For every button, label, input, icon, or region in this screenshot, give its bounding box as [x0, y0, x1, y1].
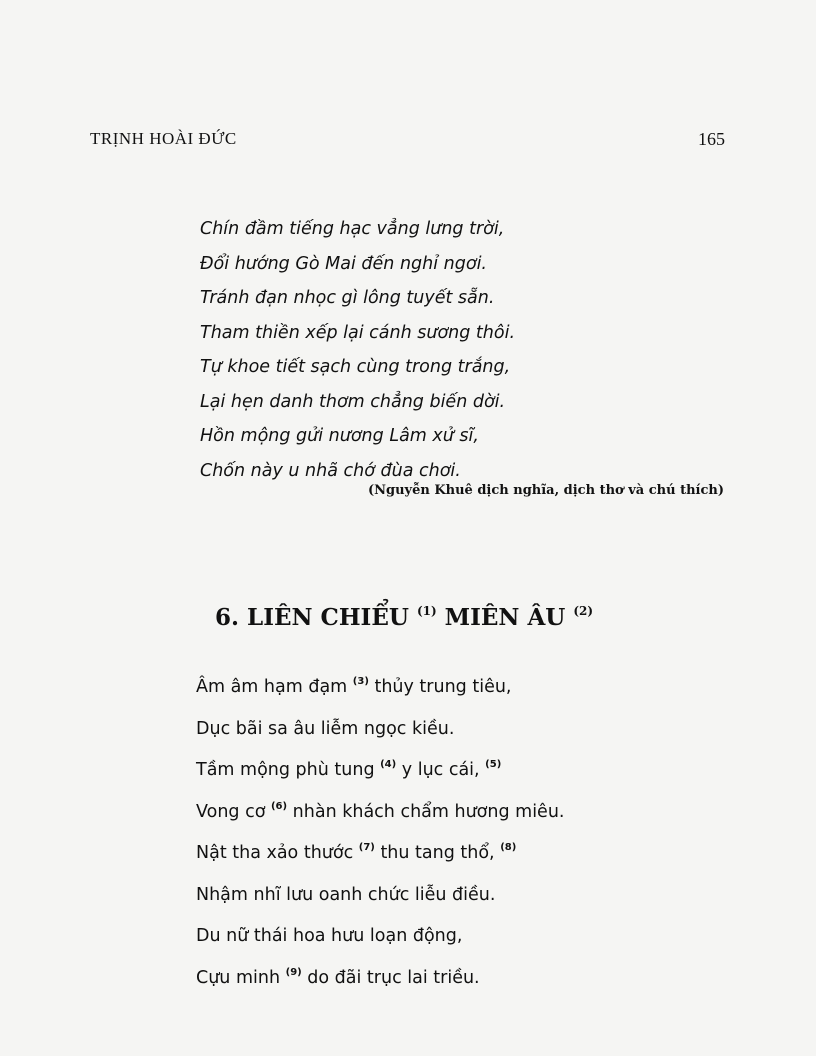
section-number: 6. — [215, 604, 240, 631]
section-title-part1: LIÊN CHIỂU — [247, 604, 409, 631]
line-text: nhàn khách chẩm hương miêu. — [287, 801, 565, 822]
page-number: 165 — [698, 129, 725, 149]
poem-line — [196, 913, 564, 955]
line-text: Cựu minh — [196, 967, 286, 988]
poem-line — [196, 789, 564, 831]
poem-original — [196, 664, 564, 996]
poem-line: Chốn này u nhã chớ đùa chơi. — [200, 460, 461, 481]
line-text: Vong cơ — [196, 801, 271, 822]
poem-line — [196, 664, 564, 706]
poem-line — [196, 830, 564, 872]
section-heading — [215, 604, 593, 631]
footnote-marker: (8) — [500, 842, 517, 853]
footnote-marker: (5) — [485, 759, 502, 770]
line-text: Nhậm nhĩ lưu oanh chức liễu điều. — [196, 884, 496, 905]
footnote-marker: (9) — [285, 966, 302, 978]
section-title-part2: MIÊN ÂU — [444, 604, 566, 631]
line-text: thủy trung tiêu, — [368, 677, 512, 697]
footnote-marker: (1) — [416, 604, 437, 618]
footnote-marker: (7) — [358, 842, 375, 853]
line-text: Âm âm hạm đạm — [196, 677, 353, 697]
running-title: TRỊNH HOÀI ĐỨC — [90, 129, 237, 148]
poem-translation — [200, 212, 515, 488]
footnote-marker: (3) — [352, 676, 369, 687]
line-text: Nật tha xảo thước — [196, 843, 359, 863]
line-text: Du nữ thái hoa hưu loạn động, — [196, 926, 463, 946]
poem-line: Tránh đạn nhọc gì lông tuyết sẵn. — [200, 288, 495, 308]
poem-line: Hồn mộng gửi nương Lâm xử sĩ, — [200, 426, 479, 446]
line-text: Tầm mộng phù tung — [196, 760, 381, 780]
footnote-marker: (6) — [270, 800, 288, 812]
line-text: do đãi trục lai triều. — [301, 967, 480, 988]
poem-line — [196, 955, 564, 997]
poem-line: Đổi hướng Gò Mai đến nghỉ ngơi. — [200, 253, 487, 274]
poem-line — [196, 872, 564, 914]
translator-attribution: (Nguyễn Khuê dịch nghĩa, dịch thơ và chú thích) — [367, 483, 724, 498]
poem-line — [196, 747, 564, 789]
footnote-marker: (2) — [573, 604, 594, 618]
poem-line: Lại hẹn danh thơm chẳng biến dời. — [200, 391, 506, 412]
line-text: Dục bãi sa âu liễm ngọc kiều. — [196, 718, 455, 739]
poem-line: Tự khoe tiết sạch cùng trong trắng, — [200, 357, 511, 377]
poem-line: Tham thiền xếp lại cánh sương thôi. — [200, 322, 516, 343]
poem-line: Chín đầm tiếng hạc vẳng lưng trời, — [200, 219, 505, 239]
line-text: thu tang thổ, — [374, 843, 501, 863]
line-text: y lục cái, — [396, 760, 486, 780]
poem-line — [196, 706, 564, 748]
footnote-marker: (4) — [380, 759, 397, 770]
